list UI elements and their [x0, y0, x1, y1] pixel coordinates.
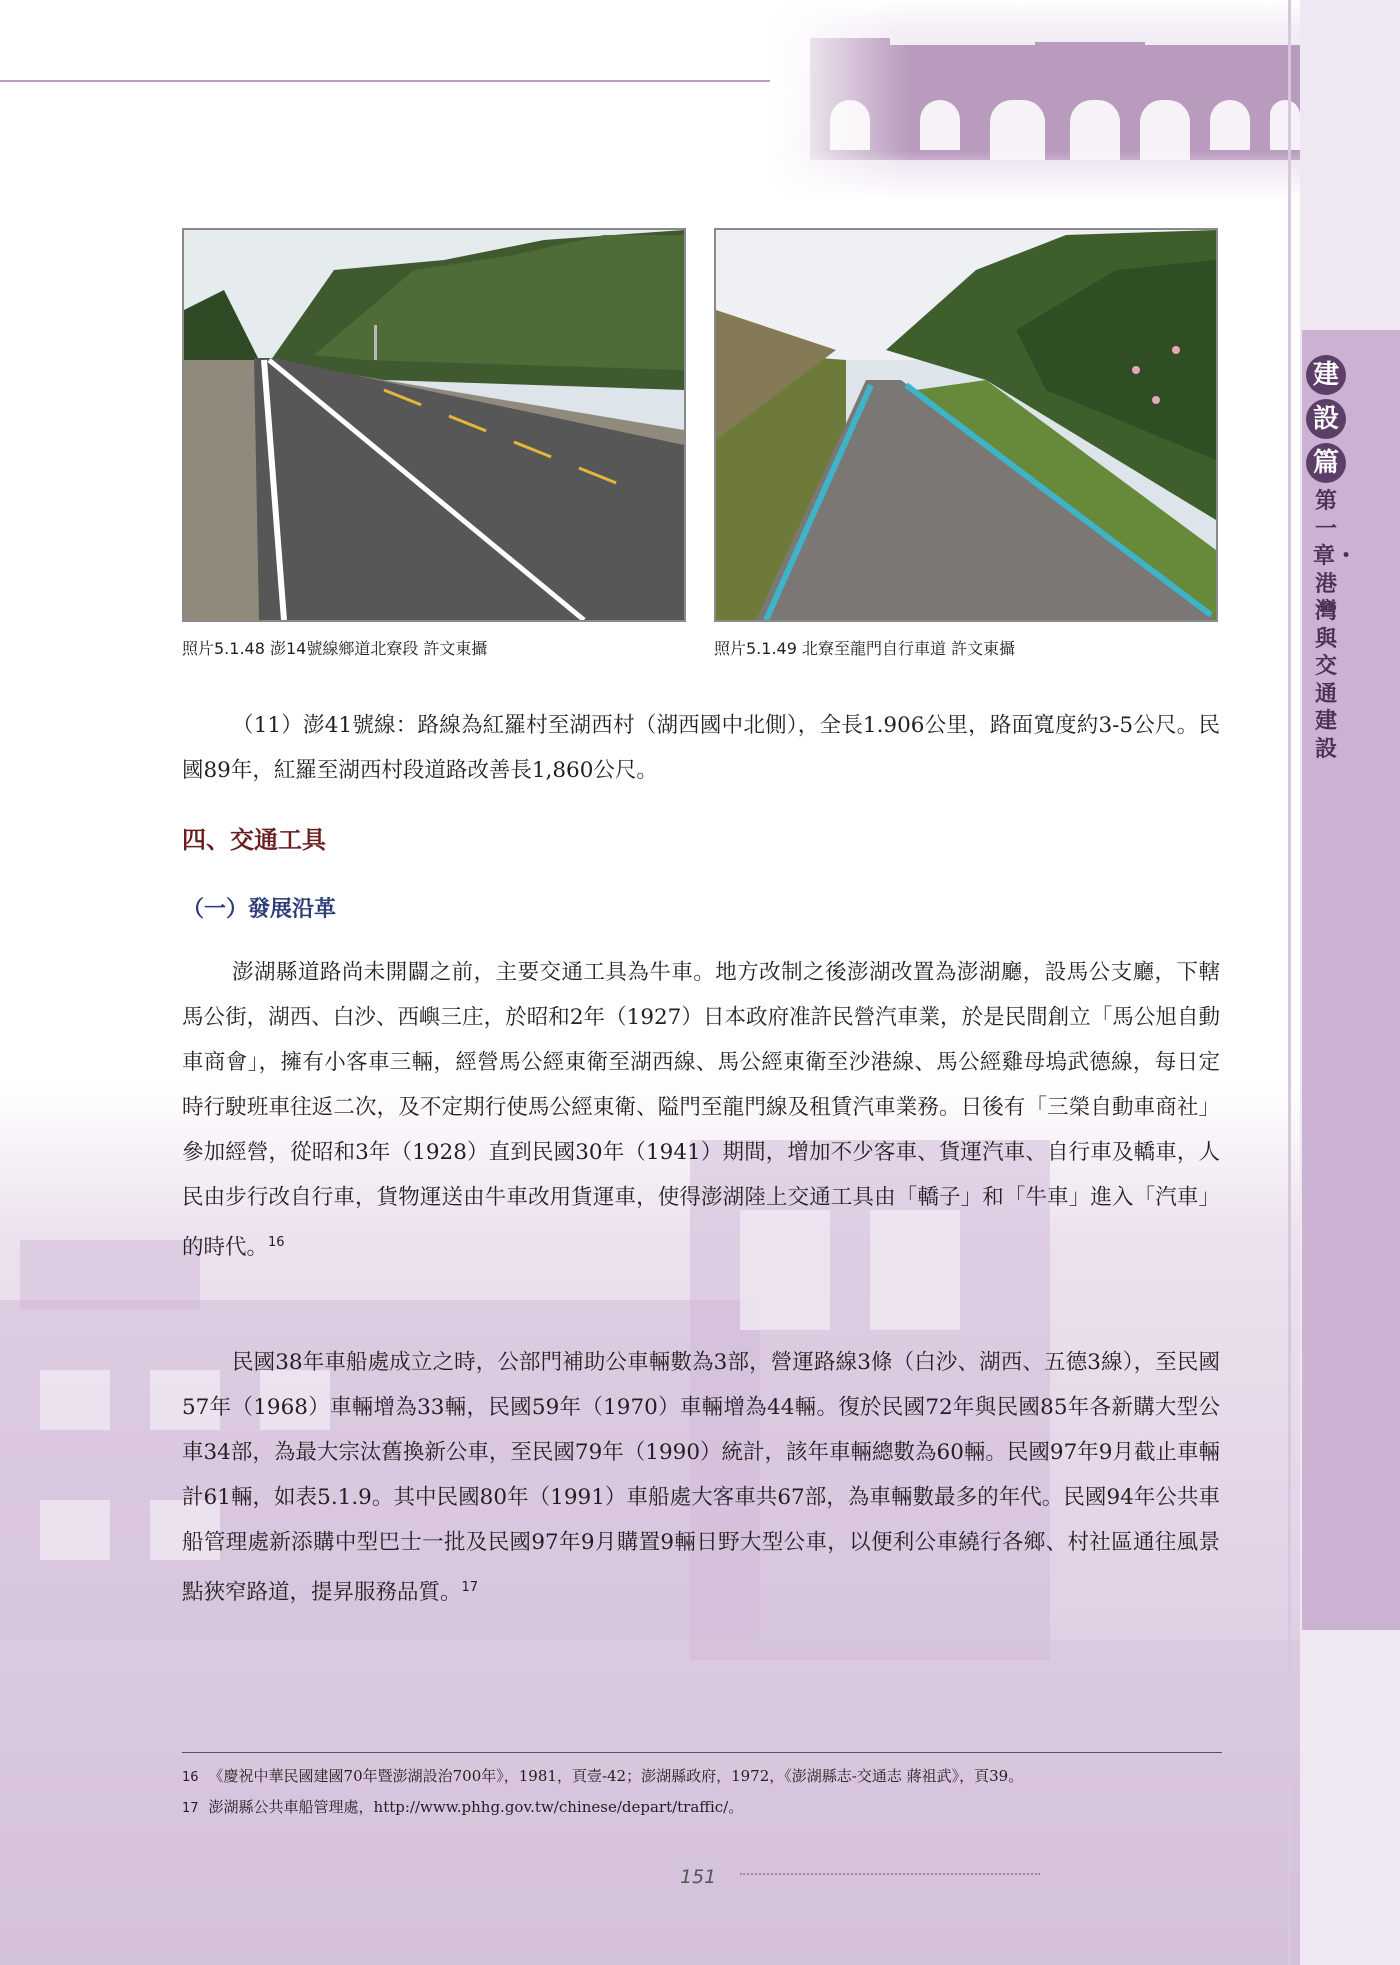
paragraph-bus-fleet [182, 1340, 1220, 1615]
paragraph-history [182, 950, 1220, 1270]
footnote [182, 1796, 743, 1817]
footnote [182, 1765, 1023, 1786]
part-label [1306, 355, 1346, 487]
photo-caption: 照片5.1.49 北寮至龍門自行車道 許文東攝 [714, 639, 1016, 658]
part-label-char: 設 [1306, 399, 1346, 439]
paragraph-bus-fleet-text: 民國38年車船處成立之時，公部門補助公車輛數為3部，營運路線3條（白沙、湖西、五德3線），至民國57年（1968）車輛增為33輛，民國59年（1970）車輛增為44輛。復於民國72年與民國85年各新購大型公車34部，為最大宗汰舊換新公車，至民國79年（1990）統計，該年車輛總數為60輛。民國97年9月截止車輛計61輛，如表5.1.9。其中民國80年（1991）車船處大客車共67部，為車輛數最多的年代。民國94年公共車船管理處新添購中型巴士一批及民國97年9月購置9輛日野大型公車，以便利公車繞行各鄉、村社區通往風景點狹窄路道，提昇服務品質。 [182, 1350, 1220, 1605]
header-rule [0, 80, 800, 82]
footnote-text: 《慶祝中華民國建國70年暨澎湖設治700年》，1981，頁壹-42；澎湖縣政府，1972，《澎湖縣志-交通志 蔣祖武》，頁39。 [208, 1767, 1024, 1785]
chapter-title: 第一章・港灣與交通建設 [1313, 488, 1358, 762]
part-label-char: 建 [1306, 355, 1346, 395]
footnote-ref: 17 [461, 1580, 479, 1595]
photo-bike-path [714, 228, 1218, 622]
page-number-rule [740, 1873, 1040, 1876]
footnote-number: 16 [182, 1770, 199, 1785]
page-number: 151 [680, 1866, 717, 1888]
footnote-text: 澎湖縣公共車船管理處，http://www.phhg.gov.tw/chinese/depart/traffic/。 [208, 1798, 744, 1816]
photo-road-beiliao [182, 228, 686, 622]
subsection-heading: （一）發展沿革 [182, 896, 337, 922]
footnote-rule [182, 1752, 1222, 1753]
header-building-photo [770, 0, 1300, 200]
footnote-ref: 16 [268, 1235, 285, 1250]
paragraph-route-41: （11）澎41號線：路線為紅羅村至湖西村（湖西國中北側），全長1.906公里，路面寬度約3-5公尺。民國89年，紅羅至湖西村段道路改善長1,860公尺。 [182, 713, 1220, 783]
sidebar-divider [1288, 0, 1291, 1965]
part-label-char: 篇 [1306, 443, 1346, 483]
footnote-number: 17 [182, 1801, 199, 1816]
photo-caption: 照片5.1.48 澎14號線鄉道北寮段 許文東攝 [182, 639, 488, 658]
section-heading: 四、交通工具 [182, 825, 326, 854]
paragraph-history-text: 澎湖縣道路尚未開闢之前，主要交通工具為牛車。地方改制之後澎湖改置為澎湖廳，設馬公支廳，下轄馬公街，湖西、白沙、西嶼三庄，於昭和2年（1927）日本政府准許民營汽車業，於是民間創立「馬公旭自動車商會」，擁有小客車三輛，經營馬公經東衛至湖西線、馬公經東衛至沙港線、馬公經雞母塢武德線，每日定時行駛班車往返二次，及不定期行使馬公經東衛、隘門至龍門線及租賃汽車業務。日後有「三榮自動車商社」參加經營，從昭和3年（1928）直到民國30年（1941）期間，增加不少客車、貨運汽車、自行車及轎車，人民由步行改自行車，貨物運送由牛車改用貨運車，使得澎湖陸上交通工具由「轎子」和「牛車」進入「汽車」的時代。 [182, 960, 1220, 1260]
